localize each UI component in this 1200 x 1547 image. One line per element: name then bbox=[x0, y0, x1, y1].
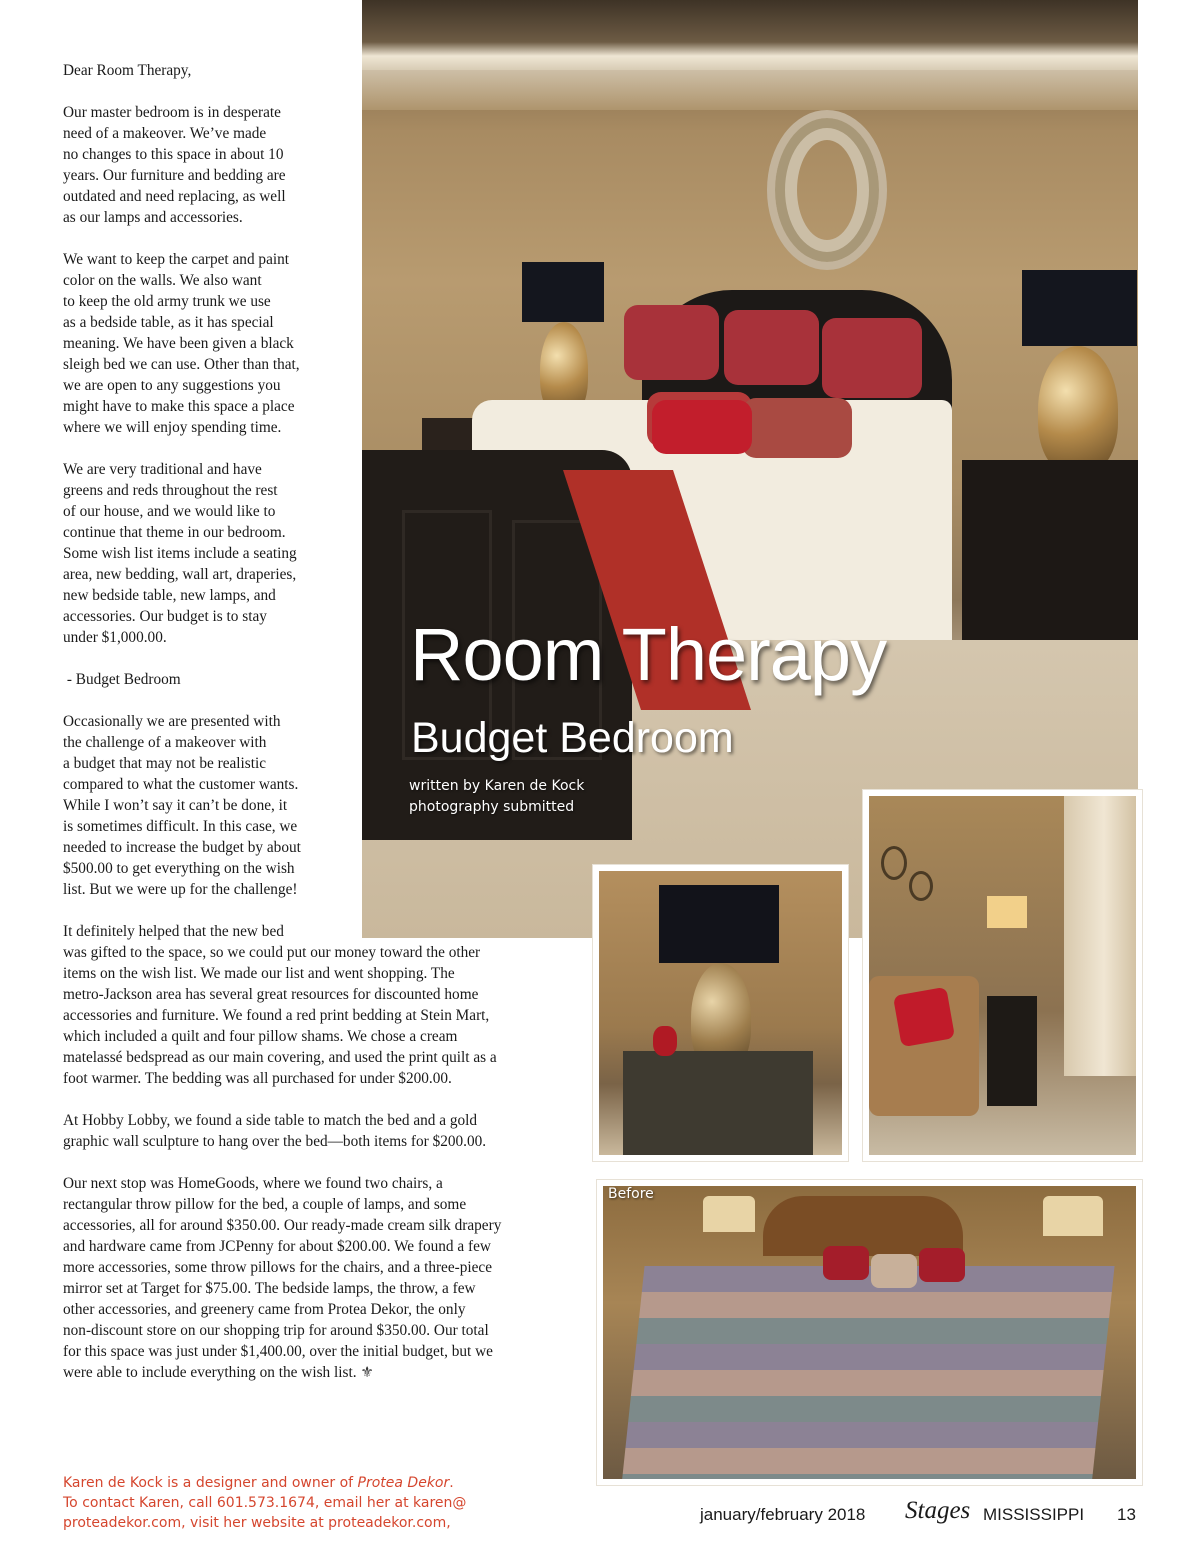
text-line: is sometimes difficult. In this case, we bbox=[63, 818, 298, 835]
text-line: where we will enjoy spending time. bbox=[63, 419, 282, 436]
text-line: which included a quilt and four pillow shams. We chose a cream bbox=[63, 1028, 458, 1045]
article-paragraph-1 bbox=[63, 711, 338, 900]
drapery bbox=[1064, 796, 1142, 1076]
bio-store-name: Protea Dekor bbox=[357, 1475, 450, 1491]
page-number: 13 bbox=[1117, 1505, 1136, 1524]
article-paragraph-4-text bbox=[63, 1175, 501, 1381]
text-line: for this space was just under $1,400.00, over the initial budget, but we bbox=[63, 1343, 493, 1360]
before-label: Before bbox=[608, 1186, 654, 1202]
text-line: list. But we were up for the challenge! bbox=[63, 881, 298, 898]
pillow bbox=[624, 305, 719, 380]
text-line: as a bedside table, as it has special bbox=[63, 314, 274, 331]
text-line: color on the walls. We also want bbox=[63, 272, 262, 289]
letter-paragraph-2 bbox=[63, 249, 338, 438]
lumbar-pillow bbox=[652, 400, 752, 454]
text-line: the challenge of a makeover with bbox=[63, 734, 267, 751]
writer-credit: written by Karen de Kock bbox=[409, 778, 585, 794]
bio-line-3: proteadekor.com, visit her website at proteadekor.com, bbox=[63, 1515, 451, 1531]
text-line: We are very traditional and have bbox=[63, 461, 262, 478]
text-line: $500.00 to get everything on the wish bbox=[63, 860, 295, 877]
text-line: rectangular throw pillow for the bed, a couple of lamps, and some bbox=[63, 1196, 467, 1213]
bio-line-1 bbox=[63, 1473, 543, 1493]
text-line: needed to increase the budget by about bbox=[63, 839, 301, 856]
text-line: It definitely helped that the new bed bbox=[63, 923, 284, 940]
text-line: as our lamps and accessories. bbox=[63, 209, 243, 226]
text-line: items on the wish list. We made our list and went shopping. The bbox=[63, 965, 455, 982]
article-subtitle: Budget Bedroom bbox=[411, 714, 734, 762]
wall-medallion bbox=[767, 110, 887, 270]
article-title: Room Therapy bbox=[410, 613, 887, 696]
bio-text: . bbox=[449, 1475, 454, 1491]
text-line: continue that theme in our bedroom. bbox=[63, 524, 286, 541]
pillow bbox=[871, 1254, 917, 1288]
text-line: accessories and furniture. We found a red print bedding at Stein Mart, bbox=[63, 1007, 490, 1024]
text-line: meaning. We have been given a black bbox=[63, 335, 294, 352]
text-line: of our house, and we would like to bbox=[63, 503, 276, 520]
text-line: greens and reds throughout the rest bbox=[63, 482, 278, 499]
article-paragraph-2 bbox=[63, 921, 583, 1089]
text-line: outdated and need replacing, as well bbox=[63, 188, 286, 205]
article-body bbox=[63, 60, 583, 1404]
mirror bbox=[881, 846, 907, 880]
lamp-shade bbox=[987, 896, 1027, 928]
text-line: area, new bedding, wall art, draperies, bbox=[63, 566, 297, 583]
old-comforter bbox=[621, 1266, 1114, 1485]
text-line: no changes to this space in about 10 bbox=[63, 146, 284, 163]
photo-seating-area bbox=[863, 790, 1142, 1161]
photo-credit: photography submitted bbox=[409, 799, 575, 815]
text-line: We want to keep the carpet and paint bbox=[63, 251, 290, 268]
text-line: mirror set at Target for $75.00. The bedside lamps, the throw, a few bbox=[63, 1280, 476, 1297]
text-line: graphic wall sculpture to hang over the bed—both items for $200.00. bbox=[63, 1133, 487, 1150]
pillow bbox=[724, 310, 819, 385]
text-line: and hardware came from JCPenny for about $200.00. We found a few bbox=[63, 1238, 491, 1255]
text-line: was gifted to the space, so we could put our money toward the other bbox=[63, 944, 481, 961]
red-vase bbox=[653, 1026, 677, 1056]
text-line: At Hobby Lobby, we found a side table to match the bed and a gold bbox=[63, 1112, 478, 1129]
text-line: foot warmer. The bedding was all purchased for under $200.00. bbox=[63, 1070, 452, 1087]
text-line: matelassé bedspread as our main covering, and used the print quilt as a bbox=[63, 1049, 497, 1066]
side-table bbox=[987, 996, 1037, 1106]
article-paragraph-4 bbox=[63, 1173, 583, 1383]
text-line: under $1,000.00. bbox=[63, 629, 167, 646]
text-line: years. Our furniture and bedding are bbox=[63, 167, 286, 184]
magazine-logo: Stages bbox=[905, 1497, 971, 1524]
army-trunk bbox=[623, 1051, 813, 1161]
text-line: were able to include everything on the wish list. bbox=[63, 1364, 357, 1381]
end-mark-icon: ⚜ bbox=[360, 1363, 374, 1381]
letter-paragraph-1 bbox=[63, 102, 338, 228]
text-line: Our next stop was HomeGoods, where we found two chairs, a bbox=[63, 1175, 443, 1192]
lamp-shade bbox=[659, 885, 779, 963]
text-line: new bedside table, new lamps, and bbox=[63, 587, 276, 604]
text-line: accessories. Our budget is to stay bbox=[63, 608, 267, 625]
photo-nightstand-trunk bbox=[593, 865, 848, 1161]
text-line: Some wish list items include a seating bbox=[63, 545, 297, 562]
letter-salutation: Dear Room Therapy, bbox=[63, 62, 192, 79]
magazine-name: MISSISSIPPI bbox=[983, 1505, 1085, 1524]
text-line: Occasionally we are presented with bbox=[63, 713, 281, 730]
pillow bbox=[823, 1246, 869, 1280]
text-line: we are open to any suggestions you bbox=[63, 377, 281, 394]
pillow bbox=[742, 398, 852, 458]
bio-text: Karen de Kock is a designer and owner of bbox=[63, 1475, 358, 1491]
text-line: compared to what the customer wants. bbox=[63, 776, 299, 793]
text-line: to keep the old army trunk we use bbox=[63, 293, 271, 310]
pillow bbox=[919, 1248, 965, 1282]
text-line: other accessories, and greenery came from Protea Dekor, the only bbox=[63, 1301, 466, 1318]
lamp-shade bbox=[1043, 1196, 1103, 1236]
letter-signoff: - Budget Bedroom bbox=[63, 671, 181, 688]
lamp-shade bbox=[703, 1196, 755, 1232]
text-line: Our master bedroom is in desperate bbox=[63, 104, 281, 121]
issue-date: january/february 2018 bbox=[700, 1505, 866, 1524]
author-bio bbox=[63, 1473, 543, 1533]
letter-paragraph-3 bbox=[63, 459, 338, 648]
text-line: non-discount store on our shopping trip for around $350.00. Our total bbox=[63, 1322, 489, 1339]
bio-line-2: To contact Karen, call 601.573.1674, email her at karen@ bbox=[63, 1495, 467, 1511]
text-line: need of a makeover. We’ve made bbox=[63, 125, 267, 142]
lamp-base-right bbox=[1038, 346, 1118, 474]
text-line: sleigh bed we can use. Other than that, bbox=[63, 356, 300, 373]
text-line: metro-Jackson area has several great resources for discounted home bbox=[63, 986, 479, 1003]
pillow bbox=[822, 318, 922, 398]
mirror bbox=[909, 871, 933, 901]
text-line: accessories, all for around $350.00. Our ready-made cream silk drapery bbox=[63, 1217, 502, 1234]
throw-pillow bbox=[893, 987, 955, 1048]
text-line: While I won’t say it can’t be done, it bbox=[63, 797, 288, 814]
article-paragraph-3 bbox=[63, 1110, 583, 1152]
text-line: a budget that may not be realistic bbox=[63, 755, 267, 772]
lamp-shade-right bbox=[1022, 270, 1137, 346]
text-line: might have to make this space a place bbox=[63, 398, 295, 415]
photo-before bbox=[597, 1180, 1142, 1485]
text-line: more accessories, some throw pillows for the chairs, and a three-piece bbox=[63, 1259, 492, 1276]
